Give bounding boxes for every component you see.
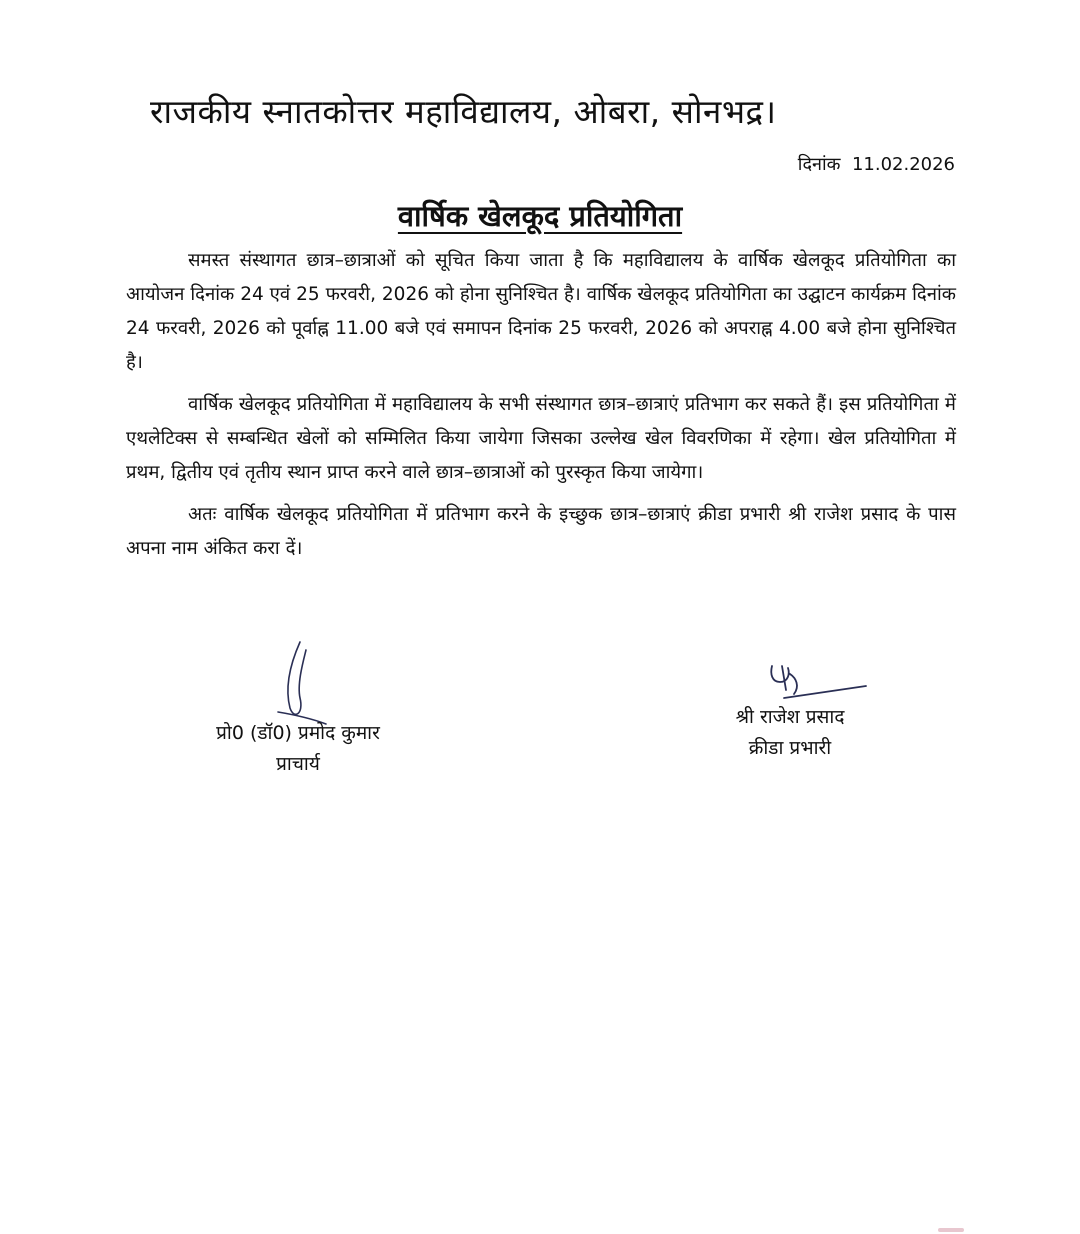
principal-signature [270, 640, 330, 730]
sports-incharge-signature-block [700, 702, 880, 764]
principal-designation: प्राचार्य [276, 753, 320, 775]
date-value: 11.02.2026 [851, 154, 955, 175]
sports-incharge-signature [760, 660, 870, 705]
notice-paragraph-1: समस्त संस्थागत छात्र–छात्राओं को सूचित किया जाता है कि महाविद्यालय के वार्षिक खेलकूद प्रतियोगिता का आयोजन दिनांक 24 एवं 25 फरवरी, 2026 को होना सुनिश्चित है। वार्षिक खेलकूद प्रतियोगिता का उद्घाटन कार्यक्रम दिनांक 24 फरवरी, 2026 को पूर्वाह्न 11.00 बजे एवं समापन दिनांक 25 फरवरी, 2026 को अपराह्न 4.00 बजे होना सुनिश्चित है। [126, 250, 956, 373]
date-label: दिनांक [797, 154, 841, 175]
notice-title [0, 196, 1080, 235]
notice-date [798, 152, 955, 176]
notice-body [126, 244, 956, 574]
principal-name: प्रो0 (डॉ0) प्रमोद कुमार [216, 722, 380, 744]
principal-signature-block [178, 718, 418, 780]
scan-edge-mark [938, 1228, 964, 1232]
notice-title-text: वार्षिक खेलकूद प्रतियोगिता [397, 199, 683, 233]
sports-incharge-designation: क्रीडा प्रभारी [748, 737, 832, 759]
notice-paragraph-2: वार्षिक खेलकूद प्रतियोगिता में महाविद्यालय के सभी संस्थागत छात्र–छात्राएं प्रतिभाग कर सकते हैं। इस प्रतियोगिता में एथलेटिक्स से सम्बन्धित खेलों को सम्मिलित किया जायेगा जिसका उल्लेख खेल विवरणिका में रहेगा। खेल प्रतियोगिता में प्रथम, द्वितीय एवं तृतीय स्थान प्राप्त करने वाले छात्र–छात्राओं को पुरस्कृत किया जायेगा। [126, 394, 956, 483]
notice-paragraph-3: अतः वार्षिक खेलकूद प्रतियोगिता में प्रतिभाग करने के इच्छुक छात्र–छात्राएं क्रीडा प्रभारी श्री राजेश प्रसाद के पास अपना नाम अंकित करा दें। [126, 504, 956, 559]
institution-header [150, 88, 940, 133]
institution-name: राजकीय स्नातकोत्तर महाविद्यालय, ओबरा, सोनभद्र। [150, 92, 777, 131]
sports-incharge-name: श्री राजेश प्रसाद [735, 706, 845, 728]
